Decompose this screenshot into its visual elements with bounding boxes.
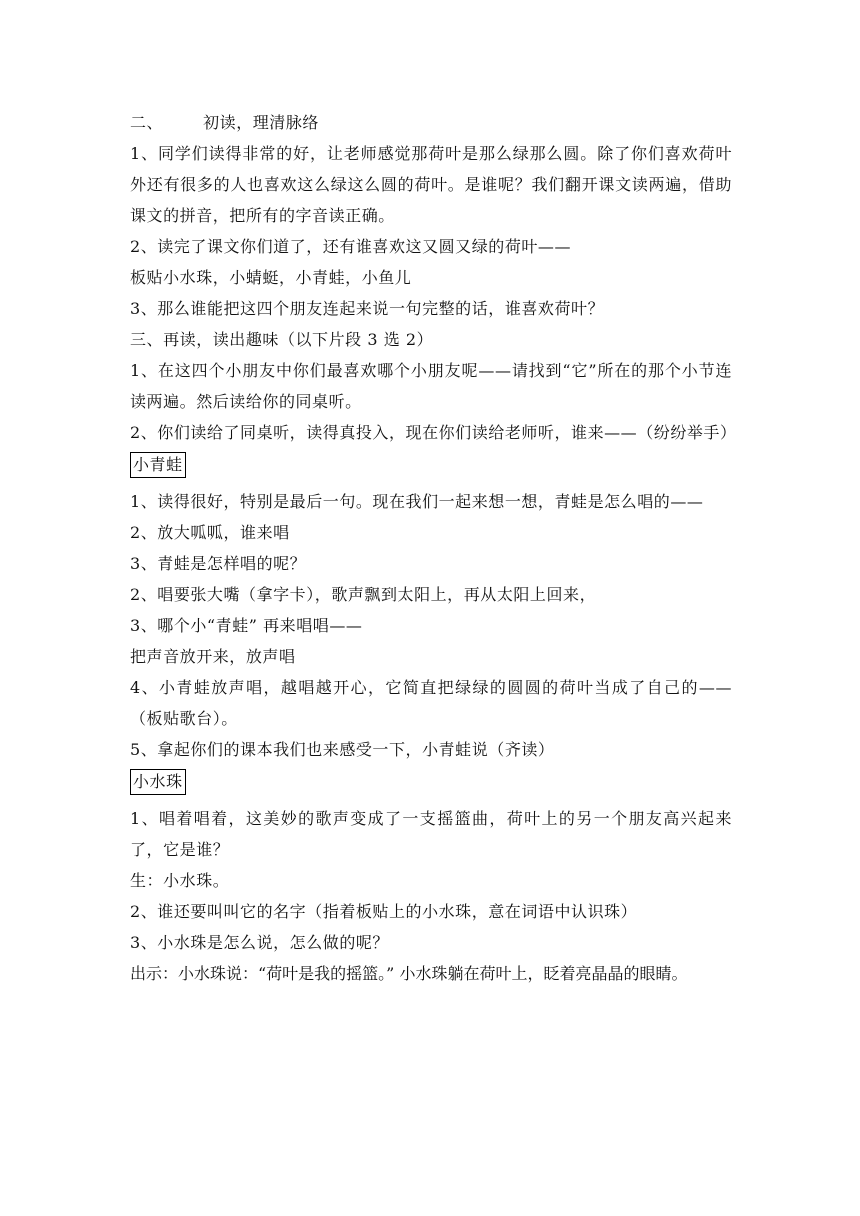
boxed-label-frog: 小青蛙 (130, 452, 186, 478)
paragraph: 板贴小水珠，小蜻蜓，小青蛙，小鱼儿 (130, 267, 412, 287)
paragraph: 1、在这四个小朋友中你们最喜欢哪个小朋友呢——请找到“它”所在的那个小节连读两遍。然后读给你的同桌听。 (130, 360, 732, 411)
frog-label-row (130, 452, 732, 482)
paragraph: 2、放大呱呱，谁来唱 (130, 522, 290, 542)
paragraph: 出示：小水珠说：“荷叶是我的摇篮。” 小水珠躺在荷叶上，眨着亮晶晶的眼睛。 (130, 963, 688, 983)
paragraph: 4、小青蛙放声唱，越唱越开心，它简直把绿绿的圆圆的荷叶当成了自己的——（板贴歌台）。 (130, 677, 732, 728)
paragraph: 3、那么谁能把这四个朋友连起来说一句完整的话，谁喜欢荷叶？ (130, 298, 605, 318)
section-title: 初读，理清脉络 (203, 113, 319, 132)
paragraph: 2、唱要张大嘴（拿字卡），歌声飘到太阳上，再从太阳上回来， (130, 584, 597, 604)
paragraph: 1、同学们读得非常的好，让老师感觉那荷叶是那么绿那么圆。除了你们喜欢荷叶外还有很多的人也喜欢这么绿这么圆的荷叶。是谁呢？我们翻开课文读两遍，借助课文的拼音，把所有的字音读正确。 (130, 143, 732, 225)
section-heading-3: 三、再读，读出趣味（以下片段 3 选 2） (130, 329, 434, 349)
paragraph: 3、小水珠是怎么说，怎么做的呢？ (130, 932, 389, 952)
paragraph: 2、谁还要叫叫它的名字（指着板贴上的小水珠，意在词语中认识珠） (130, 901, 638, 921)
paragraph: 2、你们读给了同桌听，读得真投入，现在你们读给老师听，谁来——（纷纷举手） (130, 422, 737, 442)
paragraph: 把声音放开来，放声唱 (130, 646, 296, 666)
paragraph: 2、读完了课文你们道了，还有谁喜欢这又圆又绿的荷叶—— (130, 236, 572, 256)
paragraph: 生：小水珠。 (130, 870, 230, 890)
document-body (130, 108, 737, 989)
drop-label-row (130, 769, 732, 799)
section-number: 二、 (130, 113, 164, 132)
boxed-label-water-drop: 小水珠 (130, 769, 186, 795)
paragraph: 3、哪个小“青蛙” 再来唱唱—— (130, 615, 363, 635)
section-heading-2 (130, 108, 732, 138)
paragraph: 1、唱着唱着，这美妙的歌声变成了一支摇篮曲，荷叶上的另一个朋友高兴起来了，它是谁？ (130, 808, 732, 859)
paragraph: 5、拿起你们的课本我们也来感受一下，小青蛙说（齐读） (130, 739, 555, 759)
paragraph: 3、青蛙是怎样唱的呢？ (130, 553, 307, 573)
paragraph: 1、读得很好，特别是最后一句。现在我们一起来想一想，青蛙是怎么唱的—— (130, 491, 704, 511)
